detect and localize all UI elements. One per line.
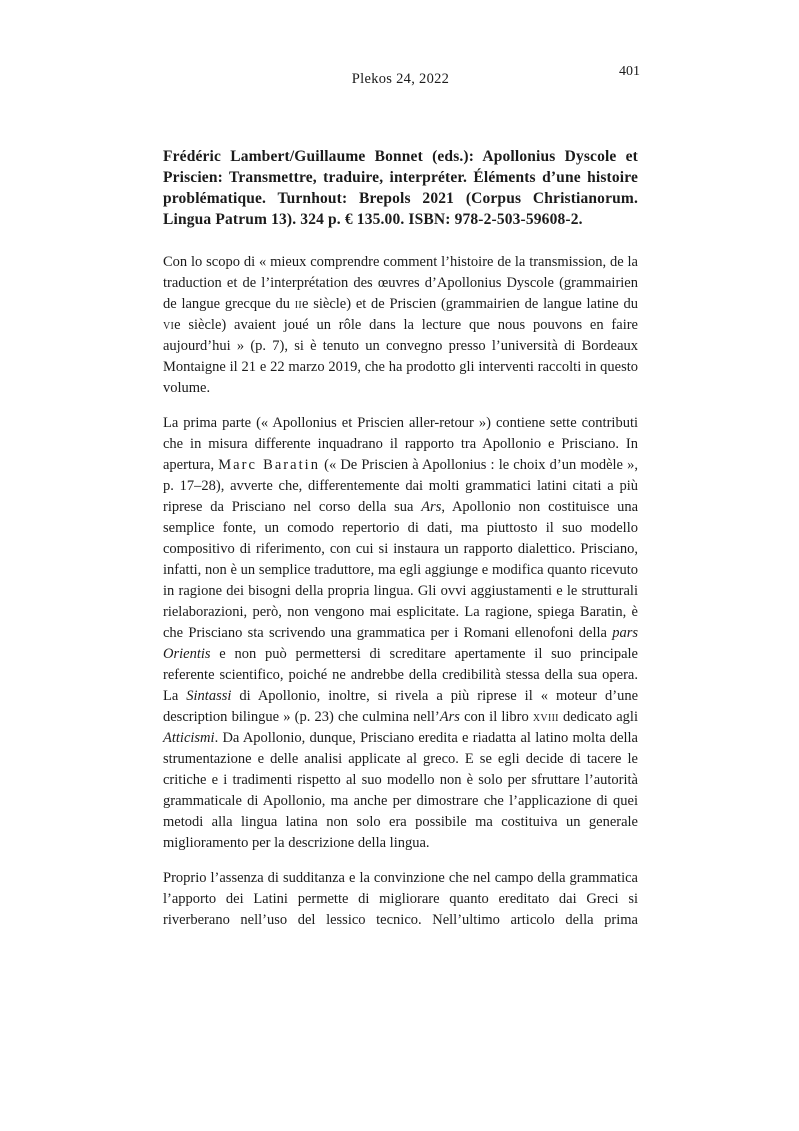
text-run: di Apollonio, inoltre, si rivela a più riprese il « moteur d’une description bilingue » (p. 23) che culmina nell’	[163, 688, 639, 725]
text-run: e siècle) et de Priscien (grammairien de langue latine du	[302, 296, 638, 312]
text-run: . Da Apollonio, dunque, Prisciano eredita e riadatta al latino molta della strumentazione e delle analisi applicate al greco. E se egli decide di tacere le critiche e i tradimenti rispetto al suo modello non è solo per sfruttare l’autorità grammaticale di Apollonio, ma anche per dimostrare che l’applicazione di quei metodi alla lingua latina non solo era possibile ma costituiva un generale miglioramento per la descrizione della lingua.	[163, 730, 638, 851]
journal-running-title: Plekos 24, 2022	[351, 71, 450, 87]
text-run: Marc Baratin	[218, 457, 321, 473]
page-header	[163, 64, 640, 88]
text-run: (« De Priscien à Apollonius : le choix d’un modèle », p. 17–28), avverte che, differentemente dai molti grammatici latini citati a più riprese da Prisciano nel corso della sua	[163, 457, 638, 515]
text-run: ii	[294, 296, 303, 312]
text-run: Atticismi	[163, 730, 215, 746]
text-run: La prima parte (« Apollonius et Priscien aller-retour ») contiene sette contributi che in misura differente inquadrano il rapporto tra Apollonio e Prisciano. In apertura,	[163, 415, 638, 473]
text-run: con il libro	[459, 709, 533, 725]
text-run: Sintassi	[186, 688, 232, 704]
review-paragraph	[163, 868, 638, 931]
text-run: vi	[163, 317, 175, 333]
text-run: e siècle) avaient joué un rôle dans la lecture que nous pouvons en faire aujourd’hui » (p. 7), si è tenuto un convegno presso l’università di Bordeaux Montaigne il 21 e 22 marzo 2019, che ha prodotto gli interventi raccolti in questo volume.	[163, 317, 638, 396]
page-column	[163, 64, 640, 945]
text-run: Ars	[421, 499, 442, 515]
text-run: e non può permettersi di screditare apertamente il suo principale referente scientifico, poiché ne andrebbe della credibilità stessa della sua opera. La	[163, 646, 638, 704]
page-number: 401	[619, 64, 640, 79]
review-paragraphs	[163, 252, 638, 931]
text-run: Proprio l’assenza di sudditanza e la convinzione che nel campo della grammatica l’apporto dei Latini permette di migliorare quanto ereditato dai Greci si riverberano nell’uso del lessico tecnico. Nell’ultimo articolo della prima	[163, 870, 638, 928]
review-content	[163, 146, 638, 931]
review-paragraph	[163, 252, 638, 399]
text-run: Ars	[439, 709, 460, 725]
text-run: , Apollonio non costituisce una semplice fonte, un comodo repertorio di dati, ma piuttosto il suo modello compositivo di riferimento, con cui si instaura un rapporto dialettico. Prisciano, infatti, non è un semplice traduttore, ma egli aggiunge e modifica quanto ricevuto in ragione dei bisogni della propria lingua. Gli ovvi aggiustamenti e le strutturali rielaborazioni, però, non vengono mai esplicitate. La ragione, spiega Baratin, è che Prisciano sta scrivendo una grammatica per i Romani ellenofoni della	[163, 499, 639, 641]
text-run: dedicato agli	[558, 709, 638, 725]
text-run: pars Orientis	[163, 625, 638, 662]
review-paragraph	[163, 413, 638, 854]
text-run: xviii	[532, 709, 559, 725]
review-heading: Frédéric Lambert/Guillaume Bonnet (eds.): Apollonius Dyscole et Priscien: Transmettre, traduire, interpréter. Éléments d’une histoire problématique. Turnhout: Brepols 2021 (Corpus Christianorum. Lingua Patrum 13). 324 p. € 135.00. ISBN: 978-2-503-59608-2.	[163, 148, 638, 228]
text-run: Con lo scopo di « mieux comprendre comment l’histoire de la transmission, de la traduction et de l’interprétation des œuvres d’Apollonius Dyscole (grammairien de langue grecque du	[163, 254, 638, 312]
